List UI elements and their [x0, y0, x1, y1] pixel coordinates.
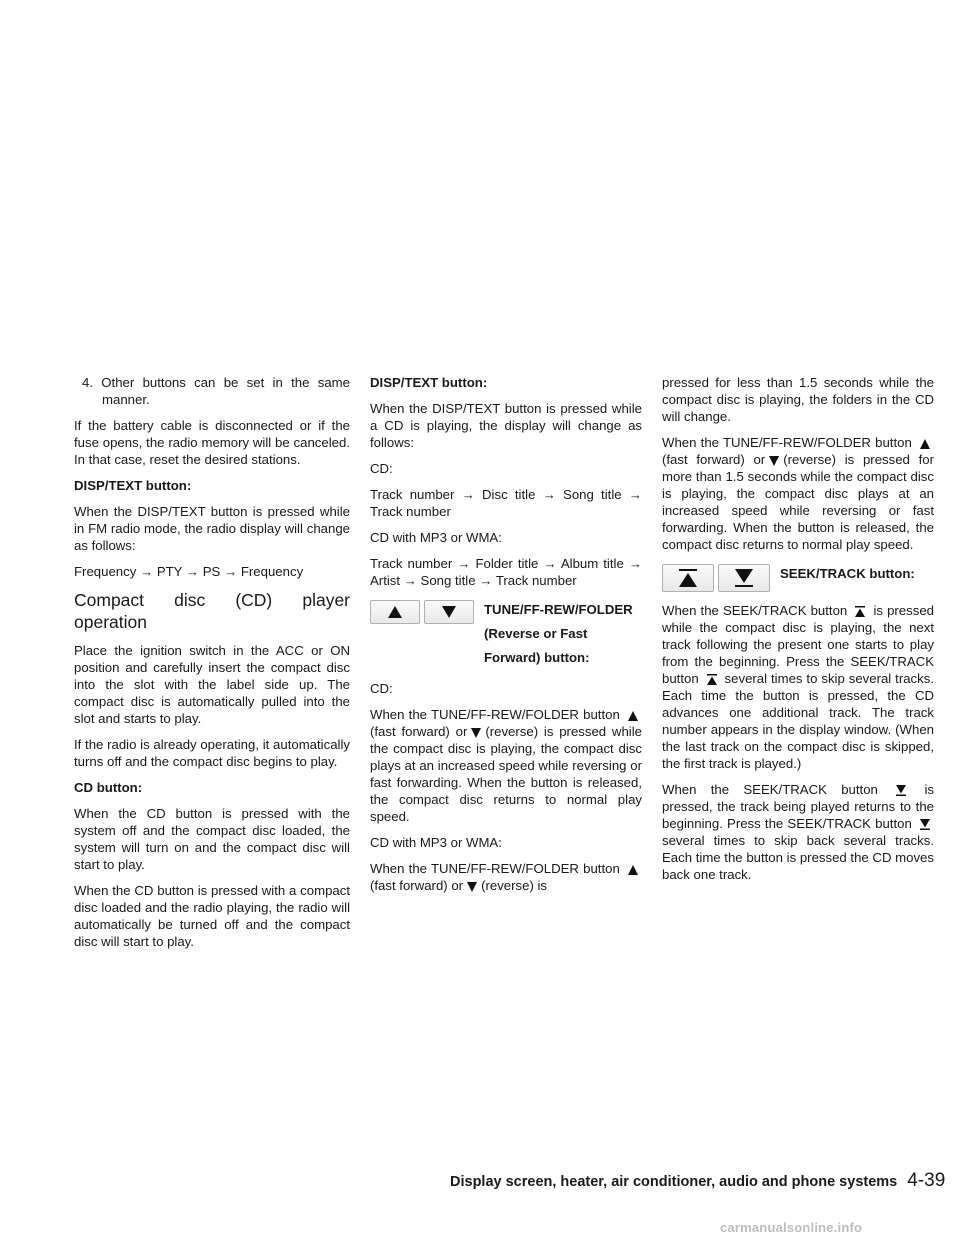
tune-keys — [370, 598, 474, 624]
paragraph-disp-fm: When the DISP/TEXT button is pressed while in FM radio mode, the radio display will change as follows: — [74, 504, 350, 553]
text-run: (fast forward) or — [662, 452, 766, 467]
heading-tune: TUNE/FF-REW/FOLDER (Reverse or Fast Forward) button: — [484, 602, 633, 665]
skip-up-icon — [707, 674, 717, 685]
label-mp3-2: CD with MP3 or WMA: — [370, 835, 502, 850]
text-run: When the TUNE/FF-REW/FOLDER button — [370, 861, 620, 876]
skip-down-icon — [896, 785, 906, 796]
text-run: (fast forward) or — [370, 724, 468, 739]
paragraph-seek-1 — [662, 602, 934, 772]
column-middle — [370, 374, 642, 903]
triangle-up-icon — [628, 865, 638, 875]
skip-up-icon — [855, 606, 865, 617]
text-run: is pressed, the track being played returns to the beginning. Press the SEEK/TRACK button — [662, 782, 934, 831]
paragraph-battery: If the battery cable is disconnected or if the fuse opens, the radio memory will be canceled. In that case, reset the desired stations. — [74, 418, 350, 467]
heading-disp-text: DISP/TEXT button: — [74, 478, 192, 493]
text-run: (fast forward) or — [370, 878, 464, 893]
watermark: carmanualsonline.info — [720, 1220, 863, 1235]
heading-cd-button: CD button: — [74, 780, 143, 795]
triangle-down-icon — [769, 456, 779, 466]
text-run: several times to skip back several tracks. Each time the button is pressed the CD moves back one track. — [662, 833, 934, 882]
list-item-4: 4. Other buttons can be set in the same manner. — [82, 375, 350, 407]
tune-down-key — [424, 600, 474, 624]
paragraph-tune-1 — [370, 706, 642, 825]
seek-keys — [662, 562, 770, 592]
paragraph-continued: pressed for less than 1.5 seconds while the compact disc is playing, the folders in the CD will change. — [662, 375, 934, 424]
skip-up-icon — [679, 569, 697, 587]
paragraph-cd-off: When the CD button is pressed with the system off and the compact disc loaded, the system will turn on and the compact disc will start to play. — [74, 806, 350, 872]
heading-seek: SEEK/TRACK button: — [780, 566, 915, 581]
tune-up-key — [370, 600, 420, 624]
triangle-up-icon — [388, 606, 402, 618]
sequence-mp3: Track number → Folder title → Album title → Artist → Song title → Track number — [370, 556, 642, 588]
triangle-down-icon — [471, 728, 481, 738]
text-run: When the SEEK/TRACK button — [662, 782, 878, 797]
text-run: When the SEEK/TRACK button — [662, 603, 848, 618]
triangle-up-icon — [628, 711, 638, 721]
label-cd-2: CD: — [370, 681, 393, 696]
text-run: several times to skip several tracks. Each time the button is pressed, the CD advances one additional track. The track number appears in the display window. (When the last track on the compact disc is skipped, the first track is played.) — [662, 671, 934, 771]
text-run: (reverse) is — [481, 878, 548, 893]
paragraph-cd-radio: When the CD button is pressed with a compact disc loaded and the radio playing, the radio will automatically be turned off and the compact disc will start to play. — [74, 883, 350, 949]
paragraph-tune-3 — [662, 434, 934, 553]
heading-disp-text-cd: DISP/TEXT button: — [370, 375, 488, 390]
paragraph-insert: Place the ignition switch in the ACC or ON position and carefully insert the compact disc into the slot with the label side up. The compact disc is automatically pulled into the slot and starts to play. — [74, 643, 350, 726]
seek-prev-key — [718, 564, 770, 592]
text-run: When the TUNE/FF-REW/FOLDER button — [370, 707, 620, 722]
column-right — [662, 374, 934, 892]
triangle-down-icon — [442, 606, 456, 618]
label-cd: CD: — [370, 461, 393, 476]
text-run: is pressed while the compact disc is playing, the next track following the present one starts to play from the beginning. Press the SEEK/TRACK button — [662, 603, 934, 686]
page-number: 4-39 — [907, 1170, 946, 1191]
section-title-cd: Compact disc (CD) player operation — [74, 590, 350, 632]
label-mp3: CD with MP3 or WMA: — [370, 530, 502, 545]
seek-button-illustration — [662, 562, 934, 592]
tune-button-illustration — [370, 598, 642, 670]
page-footer — [450, 1170, 946, 1192]
text-run: When the TUNE/FF-REW/FOLDER button — [662, 435, 912, 450]
paragraph-radio-off: If the radio is already operating, it automatically turns off and the compact disc begins to play. — [74, 737, 350, 769]
text-run: (reverse) is pressed for more than 1.5 seconds while the compact disc is playing, the compact disc plays at an increased speed while reversing or fast forwarding. When the button is released, the compact disc returns to normal play speed. — [662, 452, 935, 552]
seek-next-key — [662, 564, 714, 592]
skip-down-icon — [735, 569, 753, 587]
paragraph-seek-2 — [662, 781, 934, 883]
footer-title: Display screen, heater, air conditioner, audio and phone systems — [450, 1174, 898, 1190]
sequence-fm: Frequency → PTY → PS → Frequency — [74, 564, 304, 579]
paragraph-disp-cd: When the DISP/TEXT button is pressed while a CD is playing, the display will change as follows: — [370, 401, 642, 450]
paragraph-tune-2 — [370, 860, 642, 894]
triangle-down-icon — [467, 882, 477, 892]
sequence-cd: Track number → Disc title → Song title → Track number — [370, 487, 642, 519]
text-run: (reverse) is pressed while the compact disc is playing, the compact disc plays at an increased speed while reversing or fast forwarding. When the button is released, the compact disc returns to normal play speed. — [370, 724, 642, 824]
skip-down-icon — [920, 819, 930, 830]
triangle-up-icon — [920, 439, 930, 449]
column-left — [74, 374, 350, 959]
